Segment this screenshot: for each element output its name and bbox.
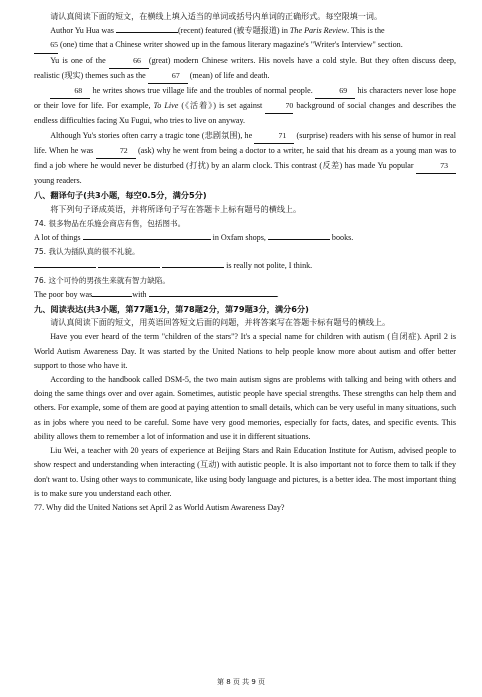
reading-paragraph-2: According to the handbook called DSM-5, the two main autism signs are problems with talking and being with others and doing the same things over and over again. Sometimes, autistic people have special strengths. These strengths can help them and others. For example, some of them are good at paying attention to small details, which can be very useful in many situations, such as in jobs where you need to be careful. Some have very good memories, especially for facts, dates, and specific events. This ability allows them to remember a lot of information and use it in different situations. [34, 375, 456, 441]
translation-heading: 八、翻译句子(共3小题，每空0.5分，满分5分) [34, 190, 207, 201]
translation-instruction: 将下列句子译成英语，并将所译句子写在答题卡上标有题号的横线上。 [50, 204, 302, 214]
cloze-paragraph-2: Yu is one of the 66 (great) modern Chinese writers. His novels have a cold style. But they often discuss deep, realistic (现实) themes such as the 67 (mean) of life and death. [34, 54, 456, 84]
answer-blank-70[interactable]: 70 [265, 99, 293, 114]
cloze-paragraph-4: Although Yu's stories often carry a tragic tone (悲剧氛围), he 71 (surprise) readers with his sense of humor in real life. When he was 72 (ask) why he went from being a doctor to a writer, he said that his dream as a young man was to find a job where he would never be disturbed (打扰) by an alarm clock. This contrast (反差) has made Yu popular 73 young readers. [34, 130, 456, 186]
question-77: 77. Why did the United Nations set April 2 as World Autism Awareness Day? [34, 502, 285, 512]
answer-blank-69[interactable]: 69 [315, 84, 355, 99]
question-75-label: 75. 我认为插队真的很不礼貌。 [34, 247, 140, 257]
answer-blank-76a[interactable] [92, 296, 132, 297]
question-76-answer: The poor boy was with . [34, 289, 279, 299]
question-76-label: 76. 这个可怜的男孩生来就有智力缺陷。 [34, 275, 170, 285]
cloze-paragraph-1: Author Yu Hua was (recent) featured (被专题报道) in The Paris Review. This is the 65 (one) time that a Chinese writer showed up in the famous literary magazine's "Writer's Interview" section. [34, 24, 456, 53]
answer-blank-67[interactable]: 67 [148, 69, 188, 84]
answer-blank-75a[interactable] [34, 267, 96, 268]
answer-blank-76b[interactable] [149, 296, 277, 297]
question-74-label: 74. 很多物品在乐施会商店有售，包括图书。 [34, 218, 186, 228]
answer-blank[interactable] [116, 32, 178, 33]
question-74-answer: A lot of things in Oxfam shops, books. [34, 233, 354, 243]
answer-blank-66[interactable]: 66 [109, 54, 149, 69]
answer-blank-74a[interactable] [83, 239, 211, 240]
reading-heading: 九、阅读表达(共3小题，第77题1分，第78题2分，第79题3分，满分6分) [34, 304, 309, 315]
reading-paragraph-3: Liu Wei, a teacher with 20 years of experience at Beijing Stars and Rain Education Institute for Autism, advised people to show respect and understanding when interacting (互动) with autistic people. It is also important not to force them to talk if they don't want to. Using other ways to communicate, like using body language and pictures, is a better idea. The most important thing is to make sure you understand each other. [34, 446, 456, 498]
reading-paragraph-1: Have you ever heard of the term "children of the stars"? It's a special name for children with autism (自闭症). April 2 is World Autism Awareness Day. It was started by the United Nations to help people know more about autism and offer better support to those who have it. [34, 332, 456, 370]
cloze-paragraph-3: 68 he writes shows true village life and the troubles of normal people. 69 his characters never lose hope or their love for life. For example, To Live (《活着》) is set against 70 background of social changes and describes the endless difficulties facing Xu Fugui, who tries to live on anyway. [34, 86, 457, 126]
answer-blank-71[interactable]: 71 [254, 129, 294, 144]
answer-blank-65[interactable]: 65 [34, 38, 58, 53]
answer-blank-74b[interactable] [268, 239, 330, 240]
question-75-answer: is really not polite, I think. [34, 259, 456, 273]
cloze-instruction: 请认真阅读下面的短文，在横线上填入适当的单词或括号内单词的正确形式。每空限填一词。 [50, 12, 383, 21]
answer-blank-75b[interactable] [98, 267, 160, 268]
page-footer: 第 8 页 共 9 页 [216, 677, 266, 686]
answer-blank-73[interactable]: 73 [416, 159, 456, 174]
answer-blank-68[interactable]: 68 [50, 84, 90, 99]
reading-instruction: 请认真阅读下面的短文，用英语回答短文后面的问题，并将答案写在答题卡标有题号的横线上。 [50, 318, 391, 328]
answer-blank-72[interactable]: 72 [96, 144, 136, 159]
answer-blank-75c[interactable] [162, 267, 224, 268]
